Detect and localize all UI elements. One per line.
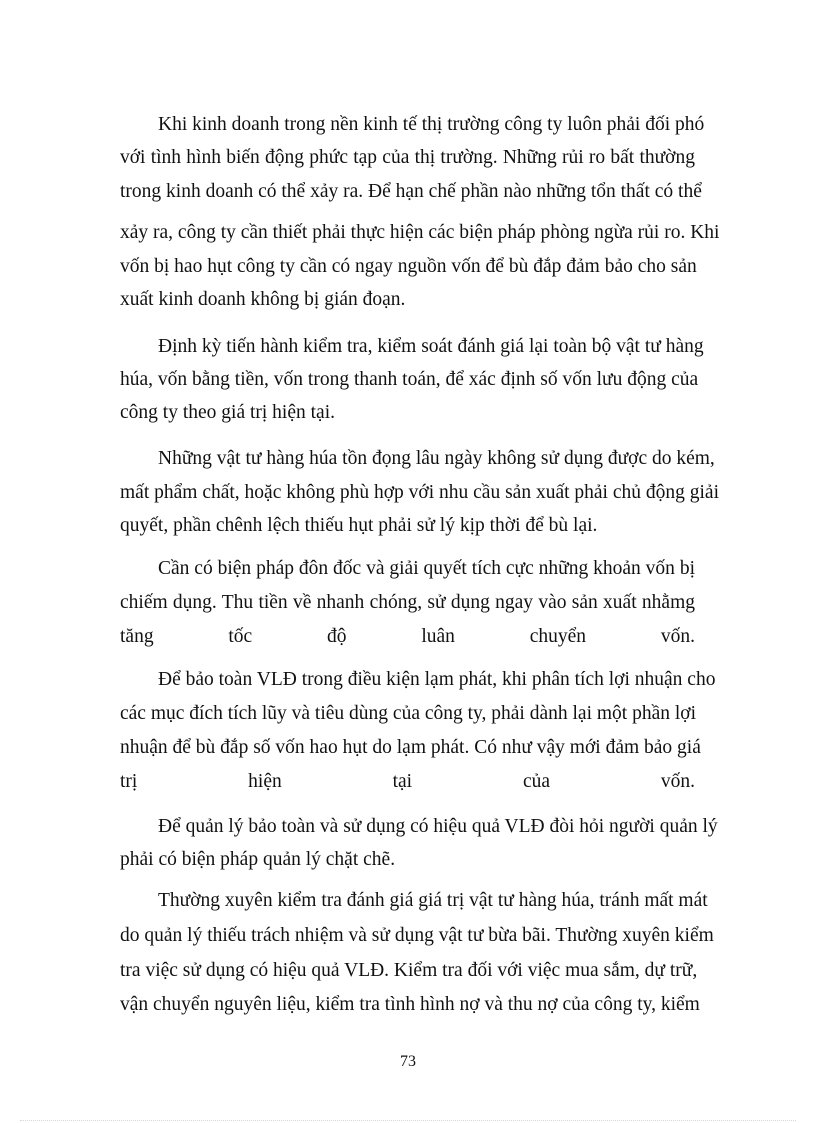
paragraph-4-line-3: tăng tốc độ luân chuyển vốn. [120,626,695,647]
paragraph-4-line-1: Cần có biện pháp đôn đốc và giải quyết tích cực những khoản vốn bị [158,558,695,579]
paragraph-5-line-2: các mục đích tích lũy và tiêu dùng của công ty, phải dành lại một phần lợi [120,703,697,724]
paragraph-4-line-2: chiếm dụng. Thu tiền về nhanh chóng, sử dụng ngay vào sản xuất nhằmg [120,592,695,613]
paragraph-1-line-4: xảy ra, công ty cần thiết phải thực hiện các biện pháp phòng ngừa rủi ro. Khi [120,222,720,243]
paragraph-2-line-2: húa, vốn bằng tiền, vốn trong thanh toán, để xác định số vốn lưu động của [120,369,699,390]
paragraph-7-line-4: vận chuyển nguyên liệu, kiểm tra tình hình nợ và thu nợ của công ty, kiểm [120,994,700,1015]
paragraph-1-line-6: xuất kinh doanh không bị gián đoạn. [120,289,406,310]
paragraph-7-line-2: do quản lý thiếu trách nhiệm và sử dụng vật tư bừa bãi. Thường xuyên kiểm [120,925,714,946]
paragraph-6-line-2: phải có biện pháp quản lý chặt chẽ. [120,849,396,870]
paragraph-7-line-3: tra việc sử dụng có hiệu quả VLĐ. Kiểm tra đối với việc mua sắm, dự trữ, [120,960,698,981]
paragraph-5-line-4: trị hiện tại của vốn. [120,771,695,792]
paragraph-1-line-5: vốn bị hao hụt công ty cần có ngay nguồn vốn để bù đắp đảm bảo cho sản [120,256,697,277]
paragraph-2-line-1: Định kỳ tiến hành kiểm tra, kiểm soát đánh giá lại toàn bộ vật tư hàng [158,336,704,357]
paragraph-1-line-2: với tình hình biến động phức tạp của thị trường. Những rủi ro bất thường [120,147,695,168]
paragraph-5-line-3: nhuận để bù đắp số vốn hao hụt do lạm phát. Có như vậy mới đảm bảo giá [120,737,701,758]
paragraph-3-line-3: quyết, phần chênh lệch thiếu hụt phải sử lý kịp thời để bù lại. [120,515,598,536]
paragraph-7-line-1: Thường xuyên kiểm tra đánh giá giá trị vật tư hàng húa, tránh mất mát [158,890,708,911]
paragraph-5-line-1: Để bảo toàn VLĐ trong điều kiện lạm phát, khi phân tích lợi nhuận cho [158,669,716,690]
page-bottom-divider [20,1120,796,1121]
page-number: 73 [400,1053,416,1070]
paragraph-1-line-3: trong kinh doanh có thể xảy ra. Để hạn chế phần nào những tổn thất có thể [120,181,702,202]
paragraph-1-line-1: Khi kinh doanh trong nền kinh tế thị trường công ty luôn phải đối phó [158,114,705,135]
paragraph-2-line-3: công ty theo giá trị hiện tại. [120,402,335,423]
paragraph-3-line-2: mất phẩm chất, hoặc không phù hợp với nhu cầu sản xuất phải chủ động giải [120,482,719,503]
paragraph-6-line-1: Để quản lý bảo toàn và sử dụng có hiệu quả VLĐ đòi hỏi người quản lý [158,816,718,837]
paragraph-3-line-1: Những vật tư hàng húa tồn đọng lâu ngày không sử dụng được do kém, [158,448,715,469]
